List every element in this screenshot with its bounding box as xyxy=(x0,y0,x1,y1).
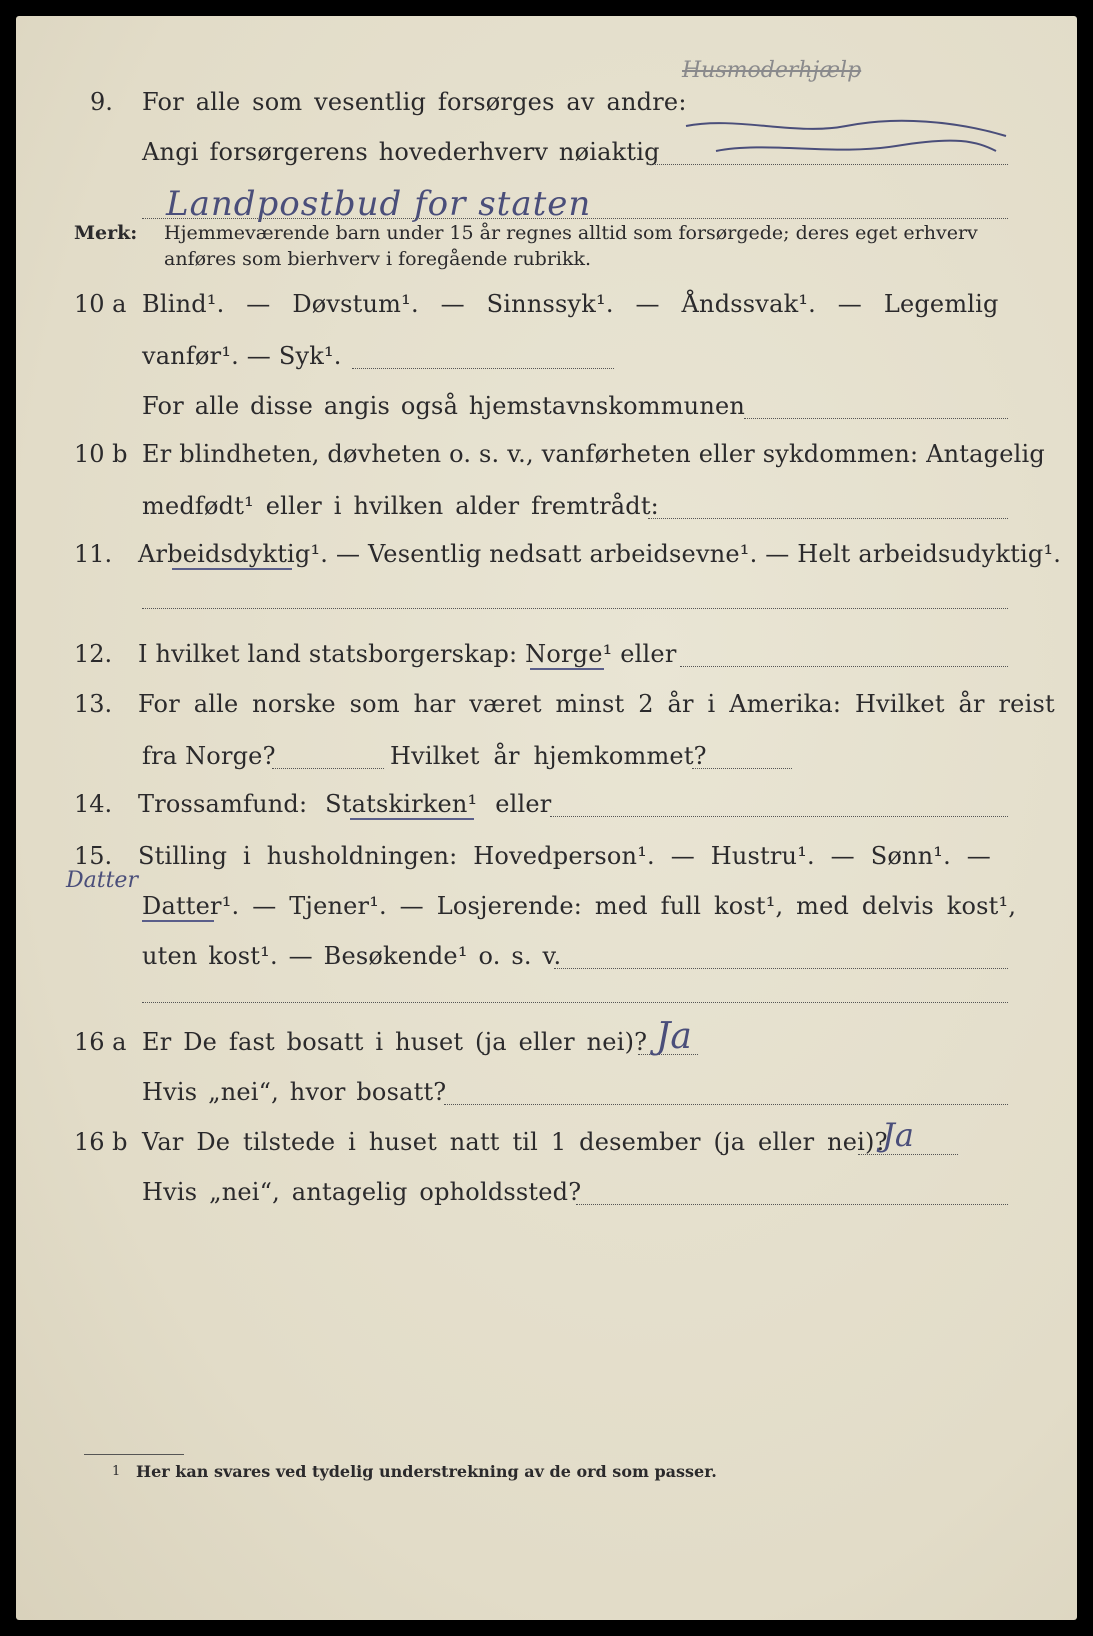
q14-answer-line xyxy=(550,816,1008,817)
q15-line2: Datter¹. — Tjener¹. — Losjerende: med full kost¹, med delvis kost¹, xyxy=(142,892,1017,920)
q9-answer-line-2 xyxy=(142,218,1008,219)
q13-line2b: Hvilket år hjemkommet? xyxy=(390,742,707,770)
q15-selection-underline xyxy=(142,920,214,922)
merk-label: Merk: xyxy=(74,222,138,244)
q11-line1: Arbeidsdyktig¹. — Vesentlig nedsatt arbeidsevne¹. — Helt arbeidsudyktig¹. xyxy=(138,540,1062,568)
q13-number: 13. xyxy=(74,690,113,718)
q10a-number: 10 a xyxy=(74,290,127,318)
q16a-line2: Hvis „nei“, hvor bosatt? xyxy=(142,1078,447,1106)
q15-line3: uten kost¹. — Besøkende¹ o. s. v. xyxy=(142,942,562,970)
q14-selection-underline xyxy=(350,818,474,820)
merk-line1: Hjemmeværende barn under 15 år regnes alltid som forsørgede; deres eget erhverv xyxy=(164,222,978,244)
q12-selection-underline xyxy=(530,668,604,670)
q16a-number: 16 a xyxy=(74,1028,127,1056)
q16a-answer: Ja xyxy=(656,1016,692,1057)
q9-handwritten-strokes xyxy=(676,96,1016,196)
q9-number: 9. xyxy=(90,88,113,116)
q15-answer-line-1 xyxy=(554,968,1008,969)
q12-number: 12. xyxy=(74,640,113,668)
q10b-number: 10 b xyxy=(74,440,128,468)
q16b-line2: Hvis „nei“, antagelig opholdssted? xyxy=(142,1178,582,1206)
footnote-mark: 1 xyxy=(112,1464,121,1479)
q9-handwritten-answer: Landpostbud for staten xyxy=(166,184,592,224)
q16a-line1: Er De fast bosatt i huset (ja eller nei)? xyxy=(142,1028,648,1056)
q11-answer-line xyxy=(142,608,1008,609)
footnote-text: Her kan svares ved tydelig understrekning av de ord som passer. xyxy=(136,1462,717,1481)
merk-line2: anføres som bierhverv i foregående rubrikk. xyxy=(164,248,592,270)
q10b-line2: medfødt¹ eller i hvilken alder fremtrådt: xyxy=(142,492,659,520)
q10a-answer-line xyxy=(352,368,614,369)
footnote-rule xyxy=(84,1454,184,1455)
q16b-answer: Ja xyxy=(882,1116,914,1154)
q13-line1: For alle norske som har været minst 2 år i Amerika: Hvilket år reist xyxy=(138,690,1055,718)
q12-line1: I hvilket land statsborgerskap: Norge¹ eller xyxy=(138,640,677,668)
q13-return-year-line xyxy=(692,768,792,769)
q15-margin-note: Datter xyxy=(66,868,138,893)
q16b-answer-line xyxy=(858,1154,958,1155)
q13-departure-year-line xyxy=(272,768,384,769)
q15-number: 15. xyxy=(74,842,113,870)
q16b-whereabouts-line xyxy=(576,1204,1008,1205)
q10b-answer-line xyxy=(648,518,1008,519)
q9-line2: Angi forsørgerens hovederhverv nøiaktig xyxy=(142,138,660,166)
q11-selection-underline xyxy=(172,568,292,570)
q15-answer-line-2 xyxy=(142,1002,1008,1003)
q10b-line1: Er blindheten, døvheten o. s. v., vanførheten eller sykdommen: Antagelig xyxy=(142,440,1045,468)
q16b-line1: Var De tilstede i huset natt til 1 desember (ja eller nei)? xyxy=(142,1128,888,1156)
q16b-number: 16 b xyxy=(74,1128,128,1156)
q9-line1: For alle som vesentlig forsørges av andre: xyxy=(142,88,687,116)
q13-line2a: fra Norge? xyxy=(142,742,276,770)
census-form-page xyxy=(16,16,1077,1620)
q9-pencil-note: Husmoderhjælp xyxy=(682,58,862,83)
q10a-line2: vanfør¹. — Syk¹. xyxy=(142,342,342,370)
q12-answer-line xyxy=(680,666,1008,667)
q10a-line3: For alle disse angis også hjemstavnskommunen xyxy=(142,392,746,420)
q15-line1: Stilling i husholdningen: Hovedperson¹. — Hustru¹. — Sønn¹. — xyxy=(138,842,991,870)
q10a-line1: Blind¹. — Døvstum¹. — Sinnssyk¹. — Åndssvak¹. — Legemlig xyxy=(142,290,999,318)
q10a-home-municipality-line xyxy=(744,418,1008,419)
q14-number: 14. xyxy=(74,790,113,818)
q11-number: 11. xyxy=(74,540,113,568)
q16a-residence-line xyxy=(444,1104,1008,1105)
q14-line1: Trossamfund: Statskirken¹ eller xyxy=(138,790,552,818)
